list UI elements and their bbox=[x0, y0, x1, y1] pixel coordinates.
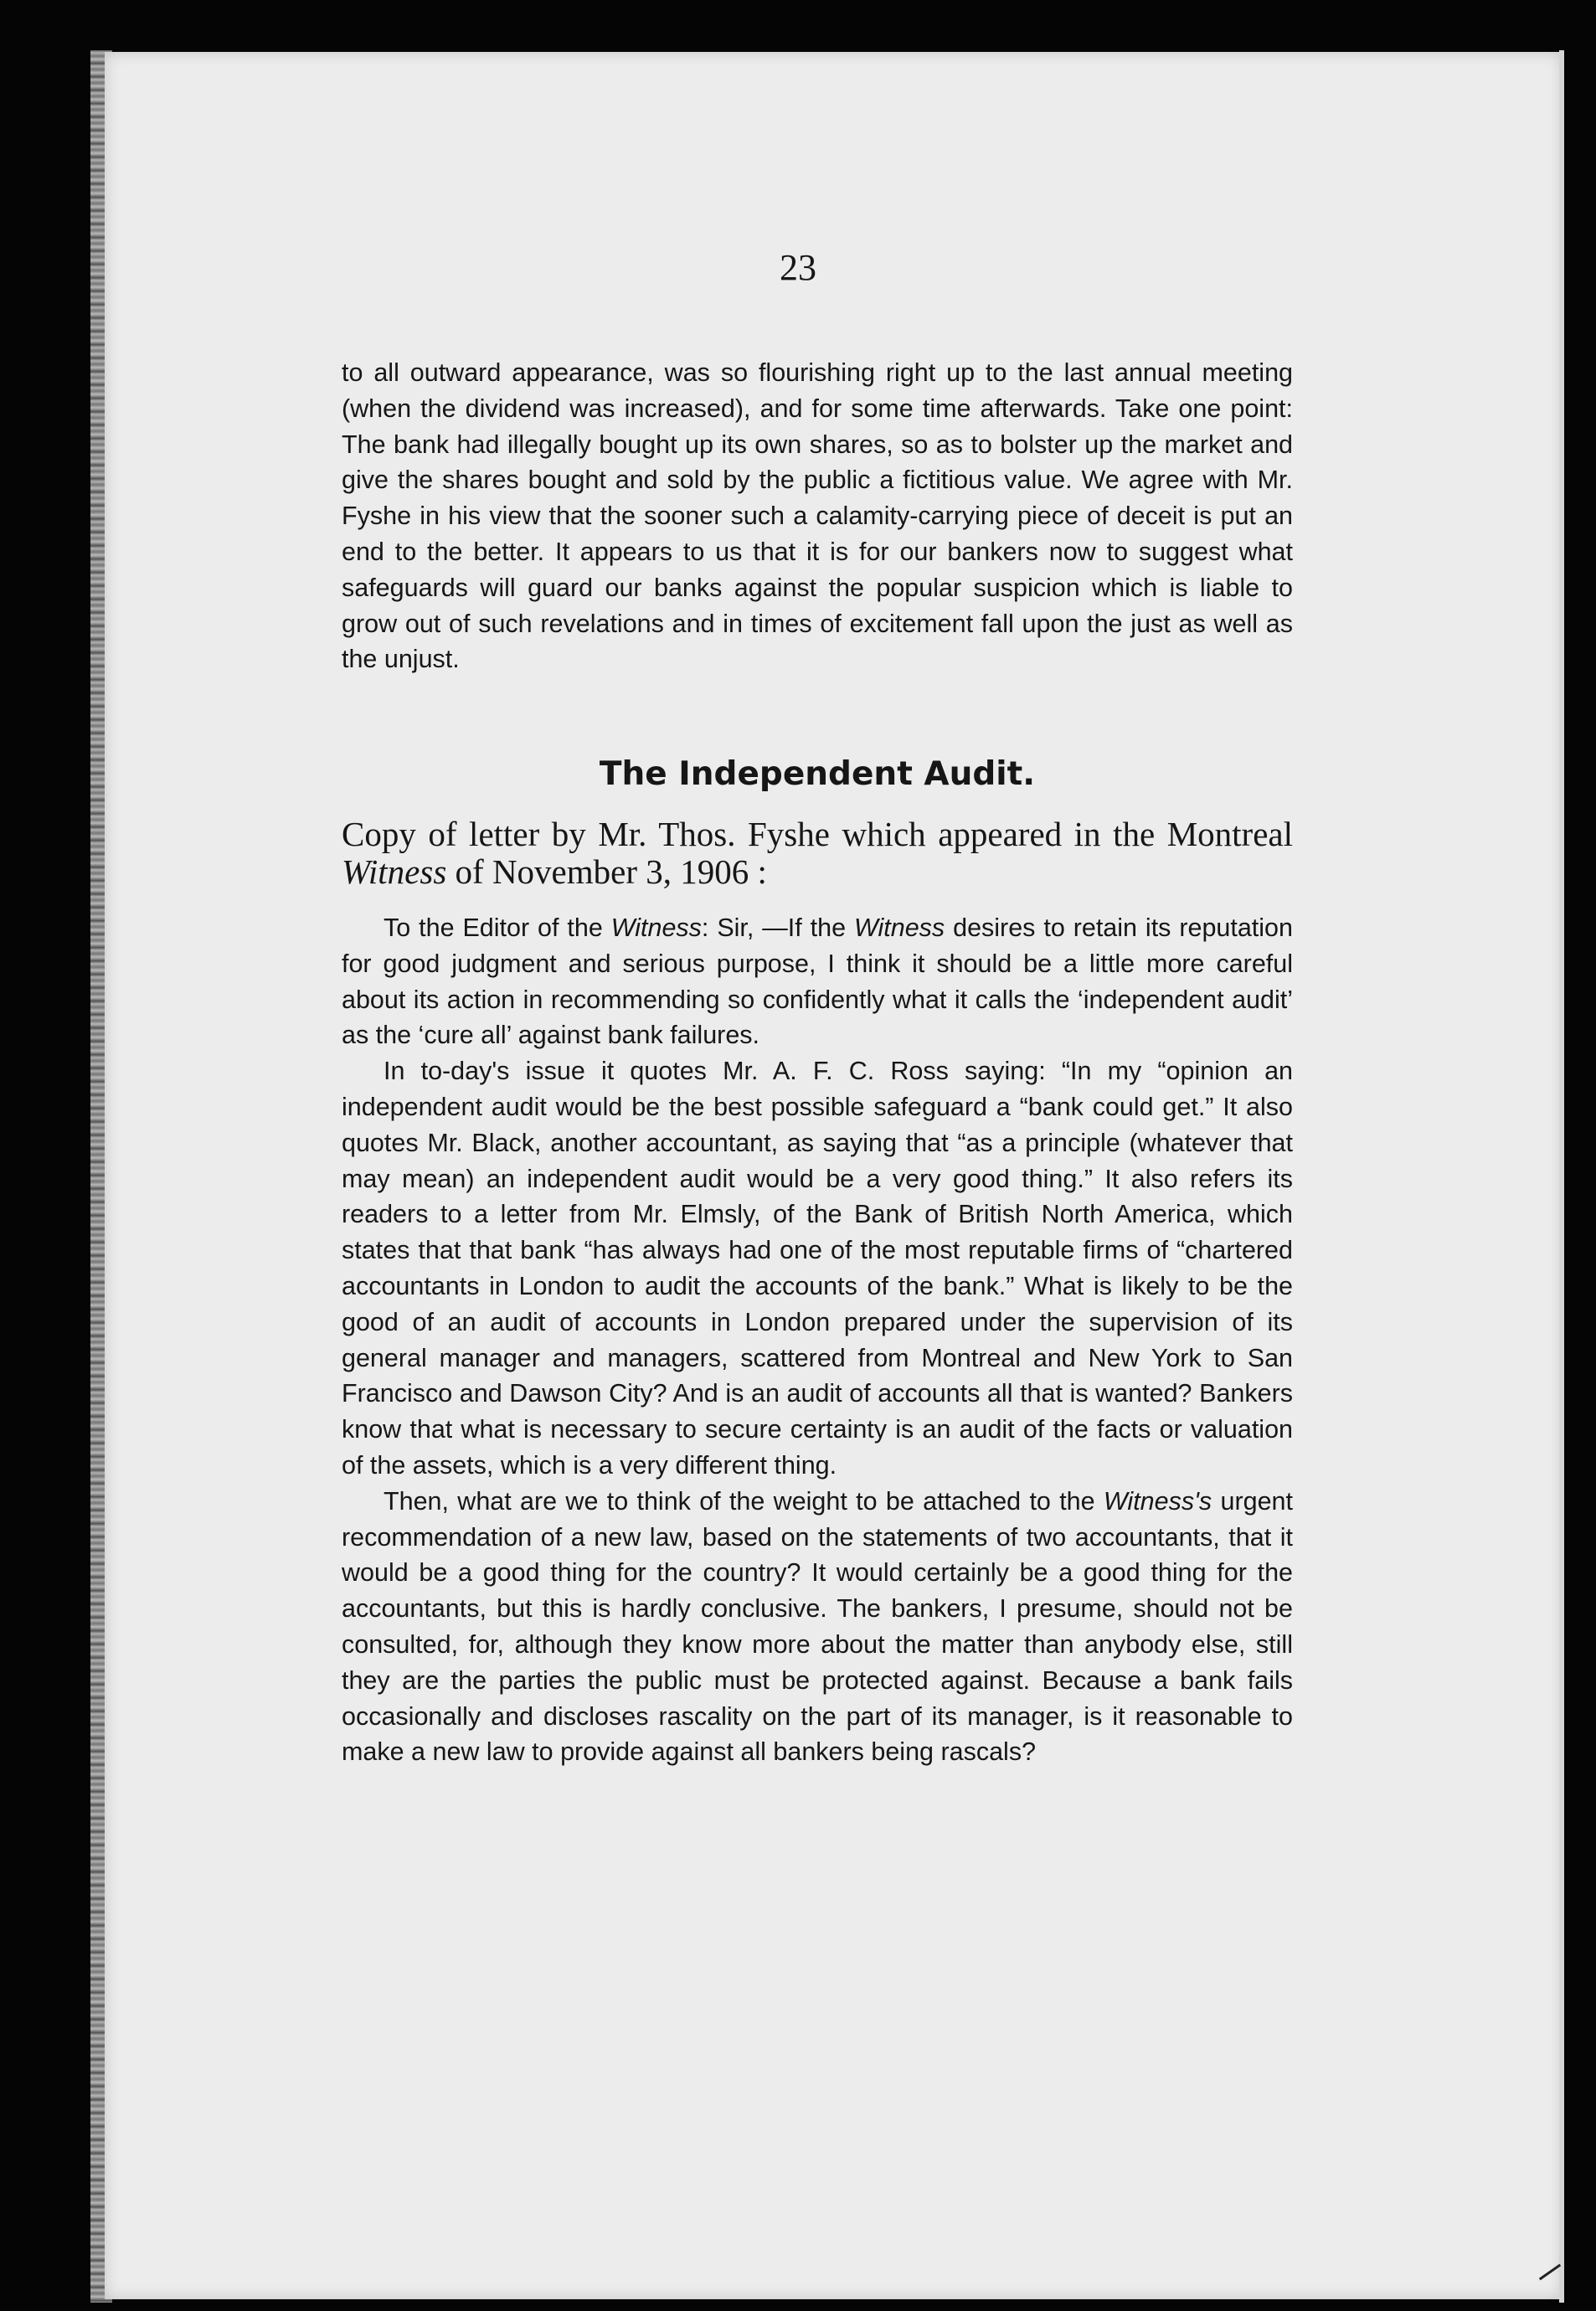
letter-paragraph-1 bbox=[342, 910, 1293, 1053]
letter-text: : Sir, —If the bbox=[701, 914, 854, 942]
letter-text: desires to retain its reputation for good judgment and serious purpose, I think it should be a little more careful about its action in recommending so confidently what it calls the ‘independent audit’ as the ‘cure all’ against bank failures. bbox=[342, 914, 1293, 1050]
caption-text: Copy of letter by Mr. Thos. Fyshe which appeared in the Montreal bbox=[342, 815, 1293, 853]
letter-italic: Witness bbox=[853, 914, 945, 942]
caption-italic: Witness bbox=[342, 852, 447, 891]
section-heading: The Independent Audit. bbox=[599, 755, 1036, 793]
letter-text: Then, what are we to think of the weight to be attached to the bbox=[384, 1486, 1104, 1516]
letter-paragraph-3 bbox=[342, 1484, 1293, 1770]
letter-text: urgent recommendation of a new law, based on the statements of two accountants, that it would be a good thing for the country? It would certainly be a good thing for the accountants, but this is hardly conclusive. The bankers, I presume, should not be consulted, for, although they know more about the matter than anybody else, still they are the parties the public must be protected against. Because a bank fails occasionally and discloses rascality on the part of its manager, is it reasonable to make a new law to provide against all bankers being rascals? bbox=[342, 1486, 1293, 1767]
page-edge bbox=[1559, 50, 1564, 2303]
letter-italic: Witness bbox=[610, 914, 702, 942]
letter-paragraph-2: In to-day's issue it quotes Mr. A. F. C. Ross saying: “In my “opinion an independent audit would be the best possible safeguard a “bank could get.” It also quotes Mr. Black, another accountant, as saying that “as a principle (whatever that may mean) an independent audit would be a very good thing.” It also refers its readers to a letter from Mr. Elmsly, of the Bank of British North America, which states that that bank “has always had one of the most reputable firms of “chartered accountants in London to audit the accounts of the bank.” What is likely to be the good of an audit of accounts in London prepared under the supervision of its general manager and managers, scattered from Montreal and New York to San Francisco and Dawson City? And is an audit of accounts all that is wanted? Bankers know that what is necessary to secure certainty is an audit of the facts or valuation of the assets, which is a very different thing. bbox=[342, 1057, 1293, 1480]
letter-text: To the Editor of the bbox=[384, 914, 611, 942]
intro-paragraph: to all outward appearance, was so flourishing right up to the last annual meeting (when the dividend was increased), and for some time afterwards. Take one point: The bank had illegally bought up its own shares, so as to bolster up the market and give the shares bought and sold by the public a fictitious value. We agree with Mr. Fyshe in his view that the sooner such a calamity-carrying piece of deceit is put an end to the better. It appears to us that it is for our bankers now to suggest what safeguards will guard our banks against the popular suspicion which is liable to grow out of such revelations and in times of excitement fall upon the just as well as the unjust. bbox=[342, 358, 1293, 674]
page-number: 23 bbox=[780, 247, 816, 288]
letter-italic: Witness's bbox=[1103, 1486, 1212, 1516]
caption-text-end: of November 3, 1906 : bbox=[446, 852, 767, 891]
section-caption bbox=[342, 816, 1293, 891]
letter-body bbox=[342, 910, 1293, 1770]
